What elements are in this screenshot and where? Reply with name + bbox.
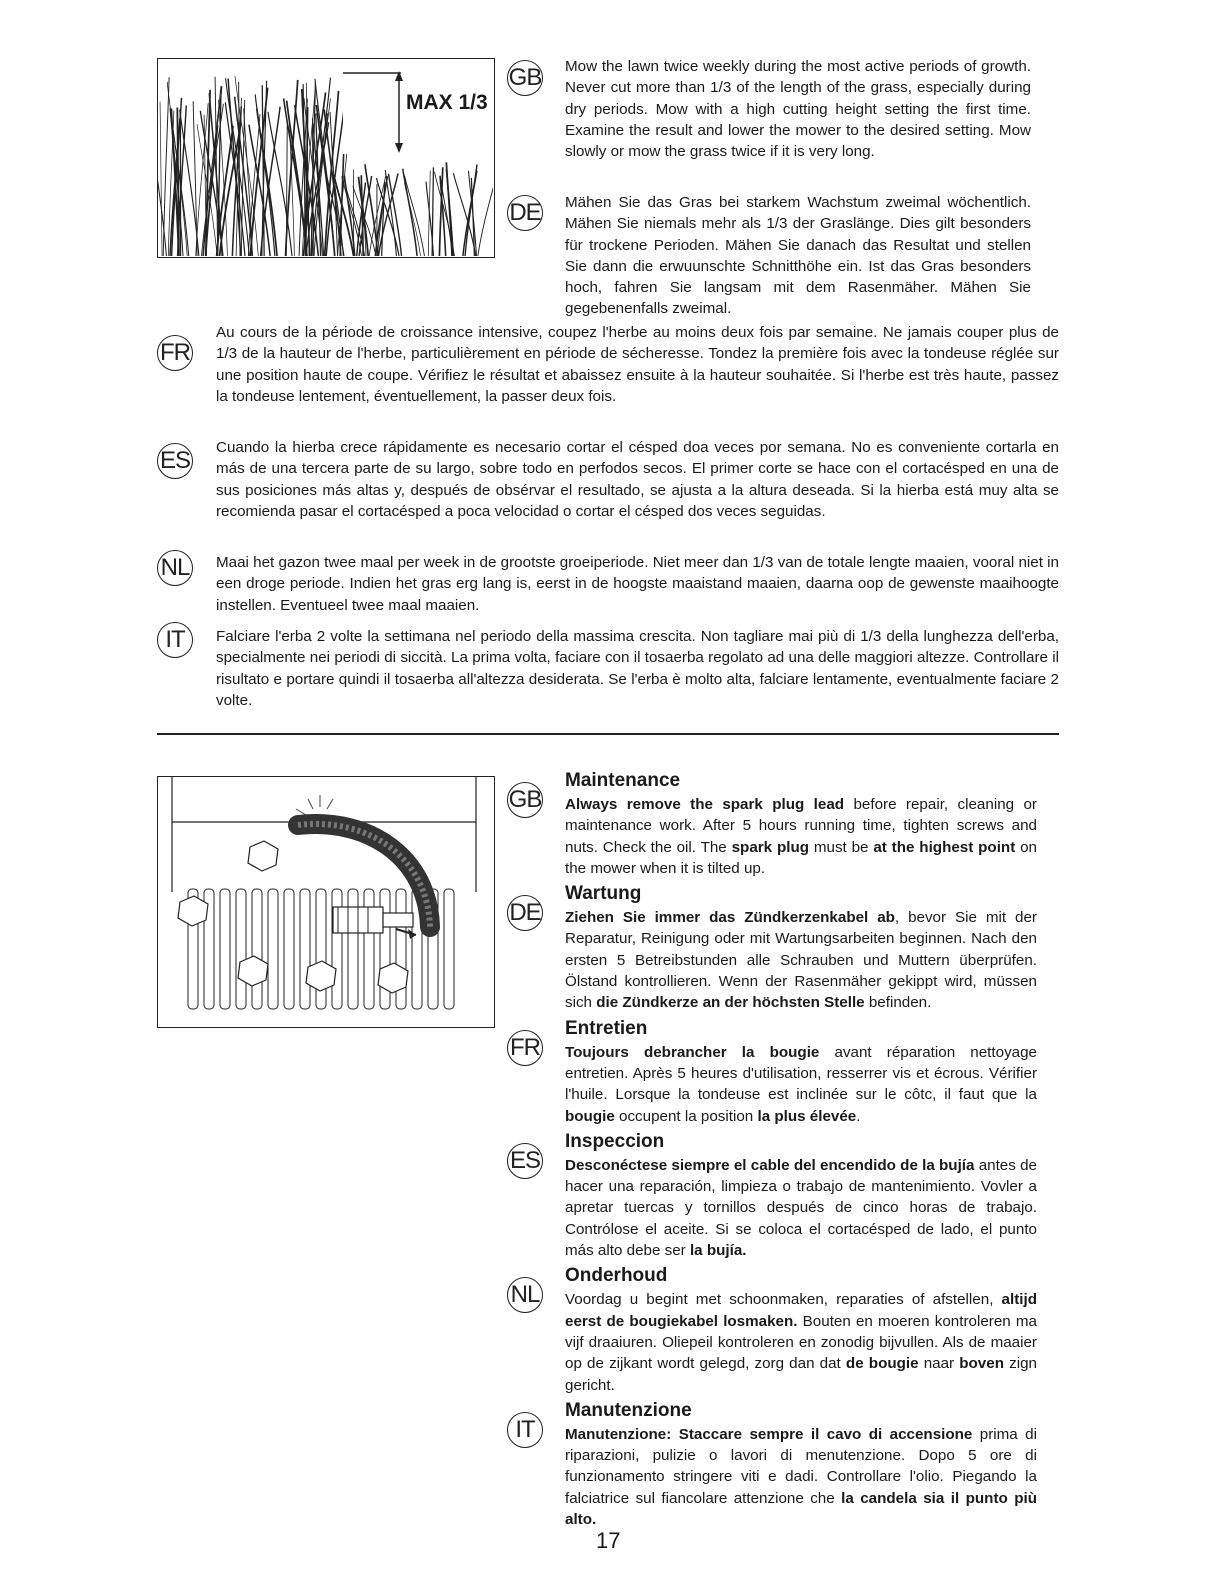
grass-blade xyxy=(193,101,197,256)
spark-plug-drawing xyxy=(158,777,493,1026)
emphasis-text: la candela sia il punto più alto. xyxy=(565,1489,1037,1529)
body-text: avant réparation nettoyage entretien. Après 5 heures d'utilisation, resserrer vis et écrous. Vérifier l'huile. Lorsque la tondeuse est inclinée sur le côtc, il faut que la xyxy=(565,1043,1037,1104)
maintenance-text xyxy=(565,1424,1037,1530)
emphasis-text: Manutenzione: Staccare sempre il cavo di accensione xyxy=(565,1425,973,1443)
emphasis-text: altijd eerst de bougiekabel losmaken. xyxy=(565,1291,1037,1330)
lang-badge-es: ES xyxy=(507,1143,543,1179)
grass-blade xyxy=(446,169,453,256)
emphasis-text: la plus élevée xyxy=(757,1107,857,1125)
maintenance-body xyxy=(565,1131,1037,1261)
lang-badge-gb: GB xyxy=(507,60,543,96)
grass-blade xyxy=(180,110,199,256)
maintenance-text xyxy=(565,1042,1037,1127)
grass-blade xyxy=(405,176,425,256)
lang-badge-nl: NL xyxy=(157,550,193,586)
grass-text-it: Falciare l'erba 2 volte la settimana nel periodo della massima crescita. Non tagliare mai più di 1/3 della lunghezza dell'erba, specialmente nei periodi di siccità. La prima volta, faciare con il tosaerba regolato ad una delle maggiori altezze. Controllare il risultato e portare quindi il tosaerba all'altezza desiderata. Se l'erba è molto alta, falciare lentamente, eventualmente faciare 2 volte. xyxy=(216,628,1059,709)
cooling-fin xyxy=(444,889,454,1009)
body-text: occupent la position xyxy=(614,1107,758,1125)
maintenance-heading: Wartung xyxy=(565,883,642,905)
lang-badge-it: IT xyxy=(507,1412,543,1448)
grass-text-nl: Maai het gazon twee maal per week in de grootste groeiperiode. Niet meer dan 1/3 van de totale lengte maaien, vooral niet in een droge periode. Indien het gras erg lang is, eerst in de hoogste maaistand maaien, daarna oop de gewenste maaihoogte instellen. Eventueel twee maal maaien. xyxy=(216,554,1059,614)
maintenance-body xyxy=(565,1400,1037,1530)
maintenance-heading: Inspeccion xyxy=(565,1130,665,1152)
cooling-fin xyxy=(300,889,310,1009)
emphasis-text: Ziehen Sie immer das Zündkerzenkabel ab xyxy=(565,909,895,927)
emphasis-text: boven xyxy=(959,1355,1004,1373)
cooling-fin xyxy=(252,889,262,1009)
emphasis-text: de bougie xyxy=(845,1355,919,1373)
lang-badge-de: DE xyxy=(507,895,543,931)
lang-badge-es: ES xyxy=(157,443,193,479)
grass-text-gb: Mow the lawn twice weekly during the most active periods of growth. Never cut more than 1/3 of the length of the grass, especially during dry periods. Mow with a high cutting height setting the first time. Examine the result and lower the mower to the desired setting. Mow slowly or mow the grass twice if it is very long. xyxy=(565,58,1031,161)
emphasis-text: spark plug xyxy=(731,838,810,856)
body-text: Voordag u begint met schoonmaken, reparaties of afstellen, xyxy=(565,1291,1002,1309)
emphasis-text: Desconéctese siempre el cable del encendido de la bujía xyxy=(565,1156,975,1174)
lang-badge-fr: FR xyxy=(157,335,193,371)
grass-height-illustration xyxy=(157,58,495,258)
emphasis-text: Always remove the spark plug lead xyxy=(565,796,845,813)
body-text: Bouten en moeren kontroleren ma vijf draaiuren. Oliepeil kontroleren en zonodig bijvullen. Als de maaier op de zijkant wordt gelegd, zorg dan dat xyxy=(565,1312,1038,1373)
body-text: must be xyxy=(809,838,874,856)
max-height-label: MAX 1/3 xyxy=(406,91,488,114)
body-text: prima di riparazioni, pulizie o lavori di menutenzione. Dopo 5 ore di funzionamento stringere viti e dadi. Controllare l'olio. Piegando la falciatrice sul fiancolare attenzione che xyxy=(565,1425,1037,1507)
grass-drawing xyxy=(158,59,493,256)
grass-text-de: Mähen Sie das Gras bei starkem Wachstum zweimal wöchentlich. Mähen Sie niemals mehr als 1/3 der Graslänge. Dies gilt besonders für trockene Perioden. Mähen Sie danach das Resultat und stellen Sie dann die erwuunschte Schnitthöhe ein. Ist das Gras besonders hoch, fahren Sie langsam mit dem Rasenmäher. Mähen Sie gegebenenfalls zweimal. xyxy=(565,194,1031,318)
cooling-fin xyxy=(284,889,294,1009)
maintenance-block-nl xyxy=(507,1265,1037,1395)
grass-blade xyxy=(163,77,169,256)
lang-badge-gb: GB xyxy=(507,782,543,818)
maintenance-heading: Maintenance xyxy=(565,770,681,791)
maintenance-heading: Entretien xyxy=(565,1017,648,1039)
maintenance-block-fr xyxy=(507,1018,1037,1127)
grass-text-fr: Au cours de la période de croissance intensive, coupez l'herbe au moins deux fois par semaine. Ne jamais couper plus de 1/3 de la hauteur de l'herbe, particulièrement en période de sécheresse. Tondez la première fois avec la tondeuse réglée sur une position haute de coupe. Vérifiez le résultat et abaissez ensuite à la hauteur souhaitée. Si l'herbe est très haute, passez la tondeuse lentement, éventuellement, la passer deux fois. xyxy=(216,324,1059,405)
emphasis-text: at the highest point xyxy=(873,838,1016,856)
maintenance-block-de xyxy=(507,883,1037,1013)
maintenance-text xyxy=(565,907,1037,1013)
maintenance-column xyxy=(507,770,1037,1530)
maintenance-text xyxy=(565,1289,1037,1395)
lang-badge-nl: NL xyxy=(507,1277,543,1313)
maintenance-body xyxy=(565,1018,1037,1127)
body-text: . xyxy=(856,1107,861,1125)
body-text: befinden. xyxy=(864,994,932,1012)
maintenance-text xyxy=(565,1155,1037,1261)
grass-blade xyxy=(478,166,493,256)
maintenance-body xyxy=(565,883,1037,1013)
body-text: , bevor Sie mit der Reparatur, Reinigung oder mit Wartungsarbeiten beginnen. Nach den ersten 5 Betreibstunden alle Schrauben und Muttern überprüfen. Ölstand kontrollieren. Wenn der Rasenmäher gekippt wird, müssen sich xyxy=(565,909,1037,1012)
section-divider xyxy=(157,733,1059,735)
emphasis-text: bougie xyxy=(565,1107,615,1125)
lang-badge-it: IT xyxy=(157,622,193,658)
emphasis-text: die Zündkerze an der höchsten Stelle xyxy=(596,994,865,1012)
emphasis-text: Toujours debrancher la bougie xyxy=(565,1043,820,1061)
label-backdrop xyxy=(343,74,395,154)
grass-blade xyxy=(432,167,433,256)
page-number: 17 xyxy=(596,1528,621,1553)
body-text: naar xyxy=(918,1355,960,1373)
body-text: zign gericht. xyxy=(565,1355,1037,1394)
body-text: on the mower when it is tilted up. xyxy=(565,838,1037,877)
lang-badge-fr: FR xyxy=(507,1030,543,1066)
grass-text-es: Cuando la hierba crece rápidamente es necesario cortar el césped doa veces por semana. No es conveniente cortarla en más de una tercera parte de su largo, sobre todo en perfodos secos. El primer corte se hace con el cortacésped en una de sus posiciones más altas y, después de obsérvar el resultado, se ajusta a la altura deseada. Si la hierba está muy alta se recomienda pasar el cortacésped a poca velocidad o cortar el césped dos veces seguidas. xyxy=(216,439,1059,520)
maintenance-block-gb xyxy=(507,770,1037,879)
body-text: antes de hacer una reparación, limpieza o trabajo de mantenimiento. Vovler a apretar tuercas y tornillos después de cinco horas de trabajo. Contrólose el aceite. Si se coloca el cortacésped de lado, el punto más alto debe ser xyxy=(565,1156,1037,1260)
maintenance-block-it xyxy=(507,1400,1037,1530)
maintenance-text xyxy=(565,794,1037,879)
cooling-fin xyxy=(236,889,246,1009)
emphasis-text: la bujía. xyxy=(689,1242,747,1260)
maintenance-block-es xyxy=(507,1131,1037,1261)
grass-blade xyxy=(160,102,162,256)
body-text: before repair, cleaning or maintenance work. After 5 hours running time, tighten screws and nuts. Check the oil. The xyxy=(565,796,1037,856)
spark-plug-illustration xyxy=(157,776,495,1028)
maintenance-heading: Onderhoud xyxy=(565,1265,668,1287)
maintenance-body xyxy=(565,770,1037,879)
lang-badge-de: DE xyxy=(507,195,543,231)
grass-blade xyxy=(361,175,363,256)
arrow-head-down xyxy=(395,143,403,153)
maintenance-body xyxy=(565,1265,1037,1395)
maintenance-heading: Manutenzione xyxy=(565,1399,692,1421)
cooling-fin xyxy=(220,889,230,1009)
cooling-fin xyxy=(268,889,278,1009)
